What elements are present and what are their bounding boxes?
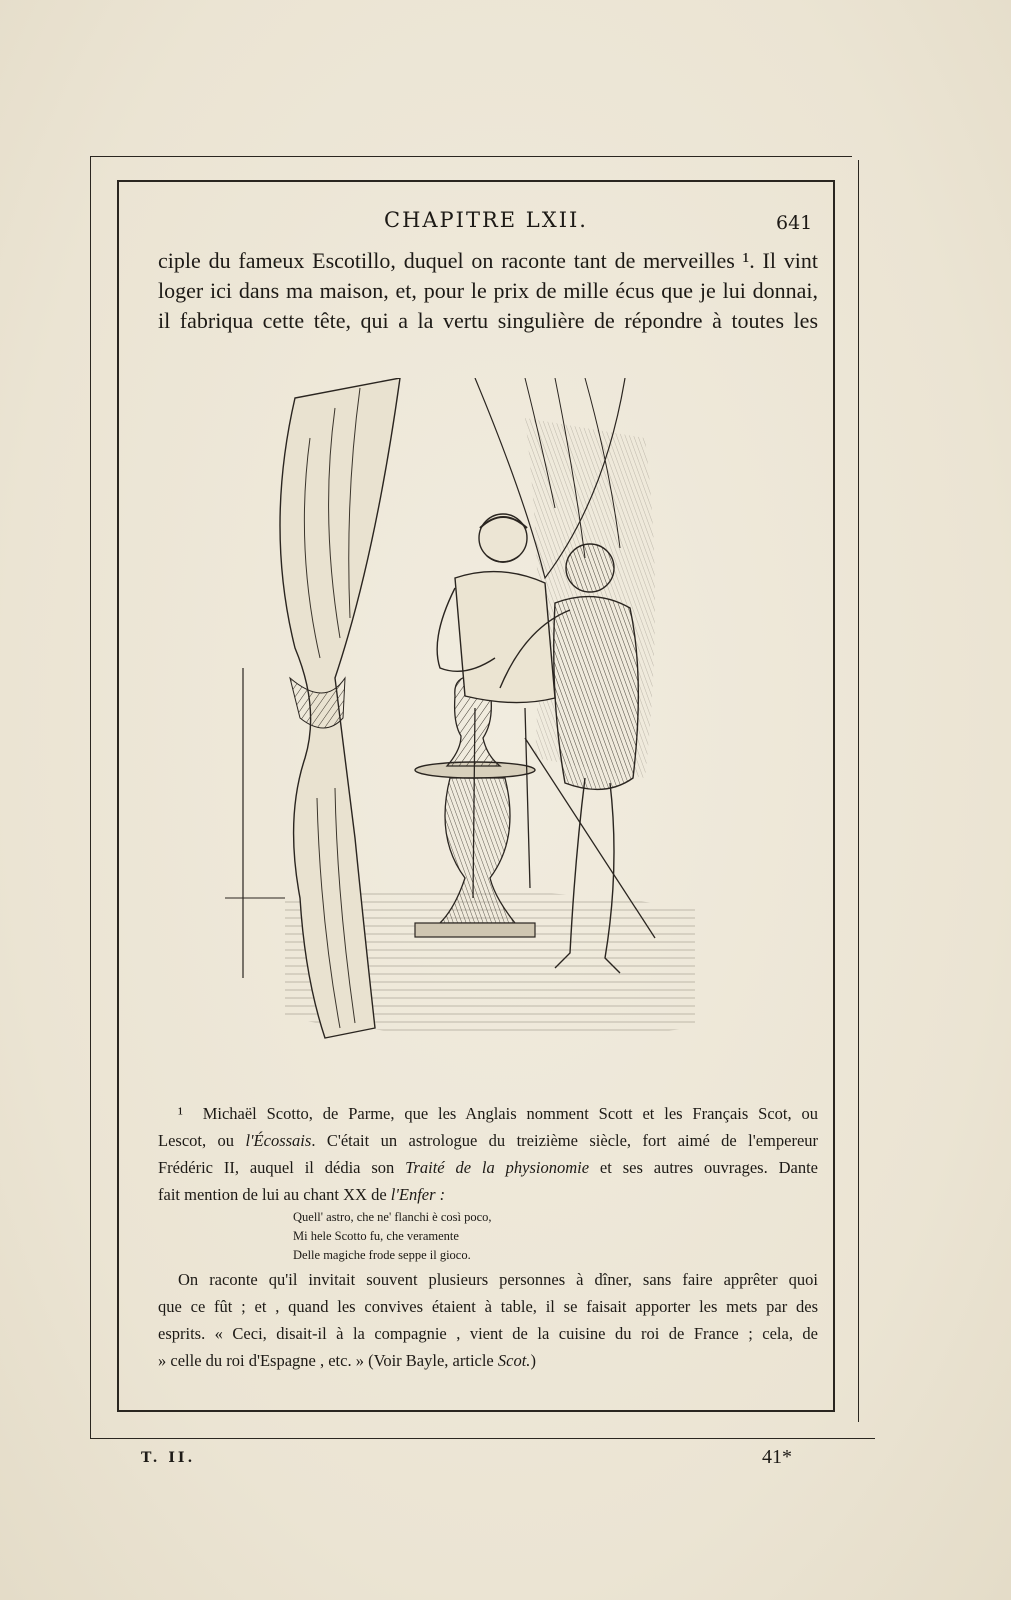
para-text-4a: » celle du roi d'Espagne , etc. » (Voir Bayle, article [158,1351,498,1370]
inner-frame-left [117,180,119,1412]
pedestal-base [415,923,535,937]
para-line-2: que ce fût ; et , quand les convives étaient à table, il se faisait apporter les mets par des [158,1297,818,1316]
footnote-line-4 [158,1181,818,1208]
para-italic-scot: Scot. [497,1351,531,1370]
body-text [158,246,818,336]
footnote-block [158,1100,818,1208]
outer-frame-bottom [90,1438,875,1439]
inner-frame-right [833,180,835,1412]
footnote-line-3 [158,1154,818,1181]
engraving-illustration [225,378,715,1058]
body-line-2: loger ici dans ma maison, et, pour le prix de mille écus que je lui donnai, [158,278,818,303]
footnote-line-1 [158,1100,818,1127]
footnote-italic-ecossais: l'Écossais [245,1131,312,1150]
para-text-4b: ) [530,1351,536,1370]
inner-frame-top [117,180,835,182]
outer-frame-left [90,156,91,1438]
body-line-1: ciple du fameux Escotillo, duquel on raconte tant de merveilles ¹. Il vint [158,248,818,273]
verse-line-1: Quell' astro, che ne' flanchi è così poco, [293,1210,492,1224]
footnote-text-3b: et ses autres ouvrages. Dante [589,1158,818,1177]
verse-line-2: Mi hele Scotto fu, che veramente [293,1229,459,1243]
para-line-1: On raconte qu'il invitait souvent plusieurs personnes à dîner, sans faire apprêter quoi [178,1270,818,1289]
footnote-text-2b: . C'était un astrologue du treizième siècle, fort aimé de l'empereur [311,1131,819,1150]
footer-signature: 41* [762,1446,792,1468]
outer-frame-right [858,160,859,1422]
footnote-text-3a: Frédéric II, auquel il dédia son [158,1158,406,1177]
man-right-doublet [554,597,639,790]
para-line-3: esprits. « Ceci, disait-il à la compagnie , vient de la cuisine du roi de France ; cela, de [158,1324,818,1343]
verse-line-3: Delle magiche frode seppe il gioco. [293,1248,471,1262]
footnote-paragraph [158,1266,818,1374]
inner-frame-bottom [117,1410,835,1412]
verse-quotation [293,1208,593,1265]
para-line-4 [158,1347,818,1374]
footnote-marker: ¹ [178,1104,183,1123]
footnote-line-2 [158,1127,818,1154]
page-number: 641 [776,212,813,234]
footnote-italic-traite: Traité de la physionomie [405,1158,590,1177]
footnote-text-4a: fait mention de lui au chant XX de [158,1185,391,1204]
footnote-italic-enfer: l'Enfer : [390,1185,446,1204]
running-head-chapter: CHAPITRE LXII. [384,208,588,232]
footnote-text-2a: Lescot, ou [158,1131,246,1150]
body-line-3: il fabriqua cette tête, qui a la vertu singulière de répondre à toutes les [158,308,818,333]
outer-frame-top [90,156,852,157]
footer-volume: T. II. [141,1450,196,1466]
man-left-doublet [455,572,555,703]
man-right-head [566,544,614,592]
footnote-text-1: Michaël Scotto, de Parme, que les Anglais nomment Scott et les Français Scot, ou [202,1104,818,1123]
